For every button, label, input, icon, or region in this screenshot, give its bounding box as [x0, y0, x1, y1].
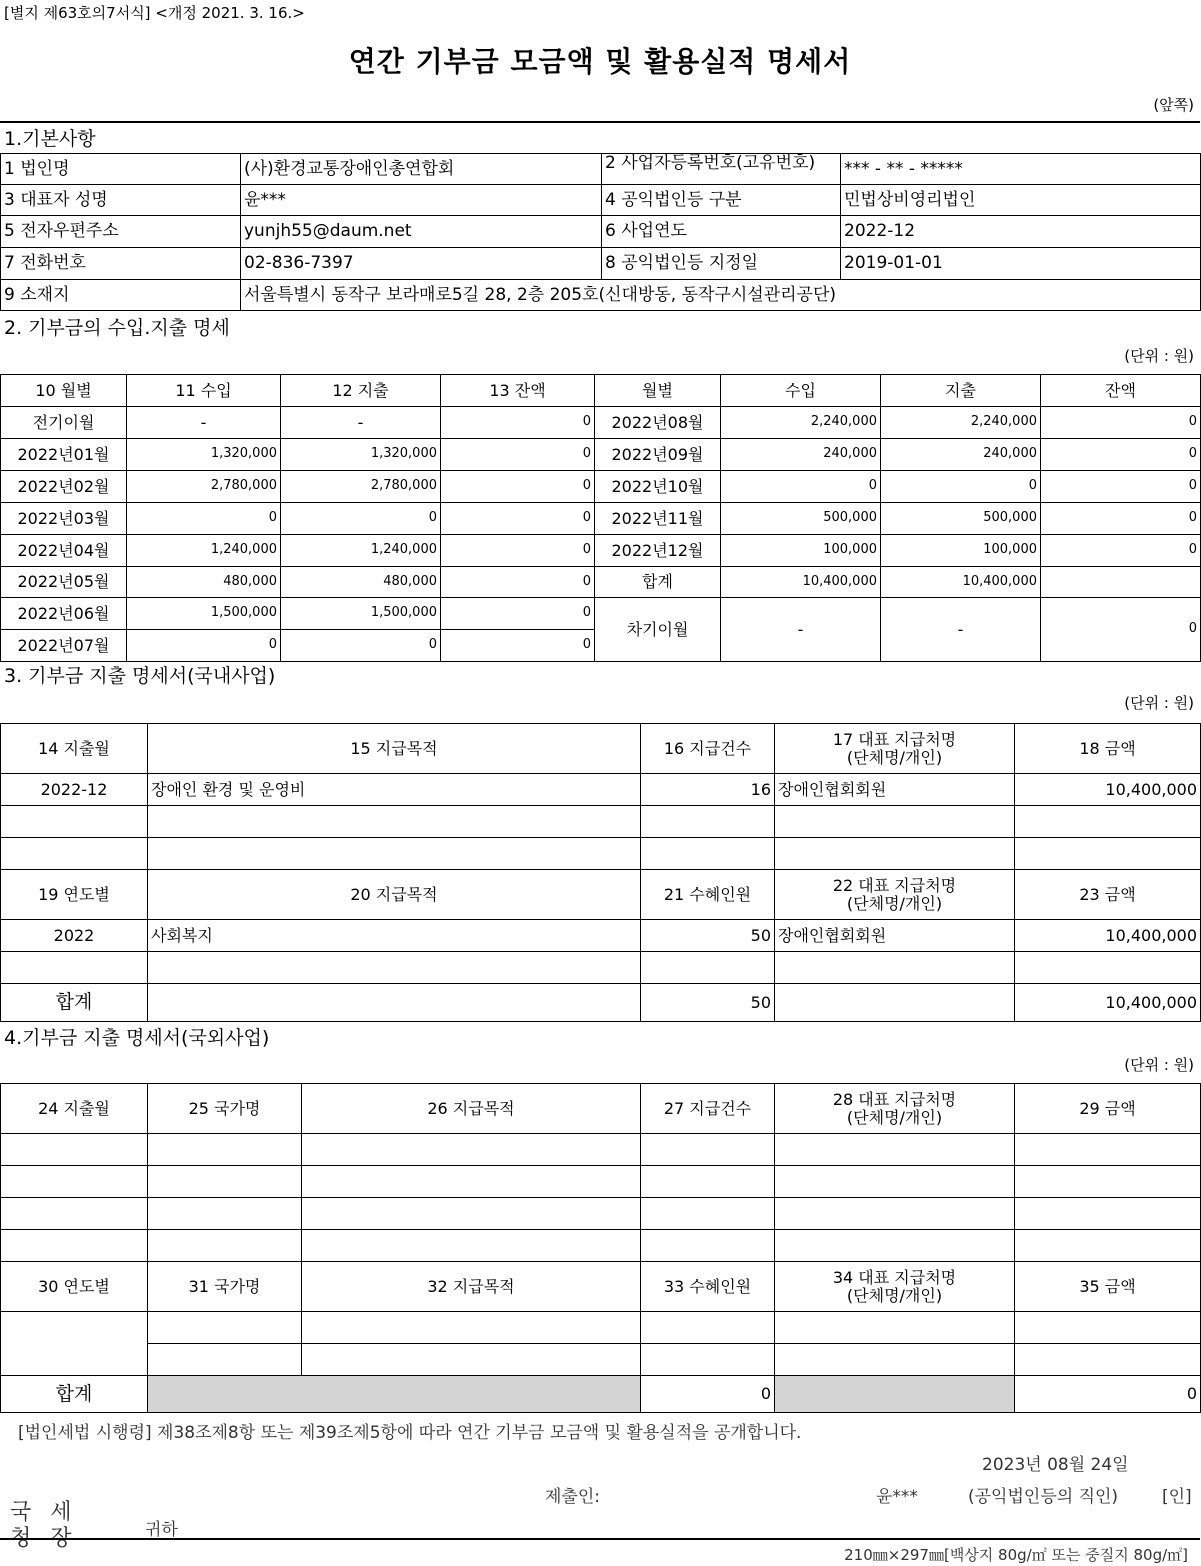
- overseas-header-row: [1, 1084, 1201, 1134]
- total-recipient: [775, 984, 1015, 1022]
- col-header: 32 지급목적: [302, 1262, 641, 1312]
- total-purpose: [148, 984, 641, 1022]
- recipient-cell: 장애인협회회원: [775, 774, 1015, 806]
- total-label: 합계: [1, 984, 148, 1022]
- col-header: 35 금액: [1015, 1262, 1201, 1312]
- domestic-total-row: [1, 984, 1201, 1022]
- unit-label: (단위 : 원): [1124, 694, 1194, 712]
- month-cell: 2022년10월: [595, 471, 721, 503]
- unit-label: (단위 : 원): [1124, 1056, 1194, 1074]
- amount-cell: 10,400,000: [1015, 774, 1201, 806]
- document-title: 연간 기부금 모금액 및 활용실적 명세서: [348, 45, 852, 78]
- representative-value: 윤***: [241, 185, 602, 216]
- basic-row: [1, 280, 1201, 311]
- income-cell: 0: [127, 503, 281, 535]
- col-header: 20 지급목적: [148, 870, 641, 920]
- month-cell: 2022년01월: [1, 439, 127, 471]
- income-cell: 240,000: [721, 439, 881, 471]
- balance-cell: 0: [1041, 471, 1201, 503]
- label-business-number: 2 사업자등록번호(고유번호): [602, 154, 841, 185]
- income-cell: 500,000: [721, 503, 881, 535]
- recipient-name: 국 세 청 장: [10, 1500, 78, 1552]
- total-count: 0: [641, 1376, 775, 1413]
- table-row: [1, 407, 1201, 439]
- label-email: 5 전자우편주소: [1, 216, 241, 248]
- expense-cell: 0: [281, 630, 441, 662]
- overseas-total-row: [1, 1376, 1201, 1413]
- month-cell: 2022년09월: [595, 439, 721, 471]
- table-row: [1, 1230, 1201, 1262]
- paper-spec: 210㎜×297㎜[백상지 80g/㎡ 또는 중질지 80g/㎡]: [844, 1546, 1188, 1564]
- basic-info-table: [0, 153, 1201, 311]
- phone-value: 02-836-7397: [241, 248, 602, 280]
- section-divider: [0, 121, 1200, 123]
- basic-row: [1, 154, 1201, 185]
- month-cell: 2022년12월: [595, 535, 721, 567]
- amount-cell: 10,400,000: [1015, 920, 1201, 952]
- recipient-suffix: 귀하: [145, 1520, 178, 1540]
- table-row: [1, 952, 1201, 984]
- expense-cell: 2,780,000: [281, 471, 441, 503]
- month-cell: 2022년07월: [1, 630, 127, 662]
- expense-cell: 1,500,000: [281, 598, 441, 630]
- domestic-header-row: [1, 870, 1201, 920]
- table-row: [1, 838, 1201, 870]
- shaded-cell: [775, 1376, 1015, 1413]
- purpose-cell: 사회복지: [148, 920, 641, 952]
- seal-mark: [인]: [1162, 1487, 1192, 1507]
- col-header: 28 대표 지급처명 (단체명/개인): [775, 1084, 1015, 1134]
- email-value: yunjh55@daum.net: [241, 216, 602, 248]
- month-cell: 2022년08월: [595, 407, 721, 439]
- col-header: 잔액: [1041, 375, 1201, 407]
- total-amount: 0: [1015, 1376, 1201, 1413]
- col-header: 12 지출: [281, 375, 441, 407]
- form-reference: [별지 제63호의7서식] <개정 2021. 3. 16.>: [4, 4, 305, 22]
- income-cell: 100,000: [721, 535, 881, 567]
- col-header: 29 금액: [1015, 1084, 1201, 1134]
- submitter-name: 윤***: [876, 1487, 918, 1507]
- col-header: 26 지급목적: [302, 1084, 641, 1134]
- col-header: 27 지급건수: [641, 1084, 775, 1134]
- overseas-header-row: [1, 1262, 1201, 1312]
- income-cell: 0: [127, 630, 281, 662]
- label-fiscal-year: 6 사업연도: [602, 216, 841, 248]
- balance-cell: 0: [1041, 439, 1201, 471]
- unit-label: (단위 : 원): [1124, 347, 1194, 365]
- income-expense-table: [0, 374, 1201, 662]
- carry-expense: -: [881, 598, 1041, 662]
- col-header: 15 지급목적: [148, 724, 641, 774]
- section-1-heading: 1.기본사항: [4, 128, 96, 150]
- table-row: [1, 439, 1201, 471]
- purpose-cell: 장애인 환경 및 운영비: [148, 774, 641, 806]
- expense-cell: 2,240,000: [881, 407, 1041, 439]
- balance-cell: 0: [1041, 503, 1201, 535]
- col-header: 14 지출월: [1, 724, 148, 774]
- col-header: 16 지급건수: [641, 724, 775, 774]
- expense-cell: 500,000: [881, 503, 1041, 535]
- table-row: [1, 503, 1201, 535]
- expense-cell: 1,240,000: [281, 535, 441, 567]
- balance-cell: 0: [441, 630, 595, 662]
- label-corp-category: 4 공익법인등 구분: [602, 185, 841, 216]
- year-cell: 2022: [1, 920, 148, 952]
- corp-category-value: 민법상비영리법인: [841, 185, 1201, 216]
- month-cell: 2022년02월: [1, 471, 127, 503]
- income-cell: 480,000: [127, 567, 281, 598]
- table-row: [1, 1198, 1201, 1230]
- expense-cell: 0: [881, 471, 1041, 503]
- label-corp-name: 1 법인명: [1, 154, 241, 185]
- col-header: 19 연도별: [1, 870, 148, 920]
- expense-cell: 1,320,000: [281, 439, 441, 471]
- income-cell: 1,240,000: [127, 535, 281, 567]
- col-header: 10 월별: [1, 375, 127, 407]
- carry-income: -: [721, 598, 881, 662]
- expense-cell: -: [281, 407, 441, 439]
- location-value: 서울특별시 동작구 보라매로5길 28, 2층 205호(신대방동, 동작구시설관리공단): [241, 280, 1201, 311]
- carry-forward-label: 차기이월: [595, 598, 721, 662]
- page-side-label: (앞쪽): [1153, 96, 1194, 114]
- label-location: 9 소재지: [1, 280, 241, 311]
- table-row: [1, 774, 1201, 806]
- income-cell: -: [127, 407, 281, 439]
- balance-cell: 0: [441, 535, 595, 567]
- total-label: 합계: [595, 567, 721, 598]
- balance-cell: 0: [441, 503, 595, 535]
- col-header: 13 잔액: [441, 375, 595, 407]
- table-row: [1, 1134, 1201, 1166]
- col-header: 22 대표 지급처명 (단체명/개인): [775, 870, 1015, 920]
- recipient-cell: 장애인협회회원: [775, 920, 1015, 952]
- expense-cell: 100,000: [881, 535, 1041, 567]
- balance-cell: 0: [441, 567, 595, 598]
- submission-date: 2023년 08월 24일: [982, 1455, 1129, 1475]
- table-row: [1, 1312, 1201, 1344]
- designation-date-value: 2019-01-01: [841, 248, 1201, 280]
- label-phone: 7 전화번호: [1, 248, 241, 280]
- table-row: [1, 1166, 1201, 1198]
- carry-balance: 0: [1041, 598, 1201, 662]
- col-header: 11 수입: [127, 375, 281, 407]
- domestic-header-row: [1, 724, 1201, 774]
- table-row: [1, 920, 1201, 952]
- expense-total: 10,400,000: [881, 567, 1041, 598]
- balance-cell: 0: [441, 407, 595, 439]
- month-cell: 2022년06월: [1, 598, 127, 630]
- col-header: 25 국가명: [148, 1084, 302, 1134]
- expense-cell: 240,000: [881, 439, 1041, 471]
- business-number-value: *** - ** - *****: [841, 154, 1201, 185]
- month-cell: 2022년03월: [1, 503, 127, 535]
- beneficiaries-cell: 50: [641, 920, 775, 952]
- legal-statement: [법인세법 시행령] 제38조제8항 또는 제39조제5항에 따라 연간 기부금 모금액 및 활용실적을 공개합니다.: [18, 1423, 802, 1443]
- income-cell: 2,240,000: [721, 407, 881, 439]
- shaded-cell: [148, 1376, 641, 1413]
- col-header: 지출: [881, 375, 1041, 407]
- month-cell: 2022-12: [1, 774, 148, 806]
- table-row: [1, 535, 1201, 567]
- balance-total: [1041, 567, 1201, 598]
- month-cell: 2022년04월: [1, 535, 127, 567]
- basic-row: [1, 185, 1201, 216]
- expense-cell: 480,000: [281, 567, 441, 598]
- month-cell: 2022년05월: [1, 567, 127, 598]
- basic-row: [1, 248, 1201, 280]
- col-header: 17 대표 지급처명 (단체명/개인): [775, 724, 1015, 774]
- expense-cell: 0: [281, 503, 441, 535]
- corp-name-value: (사)환경교통장애인총연합회: [241, 154, 602, 185]
- col-header: 월별: [595, 375, 721, 407]
- overseas-expense-table: [0, 1083, 1201, 1413]
- footer-divider: [0, 1538, 1200, 1540]
- col-header: 34 대표 지급처명 (단체명/개인): [775, 1262, 1015, 1312]
- col-header: 18 금액: [1015, 724, 1201, 774]
- balance-cell: 0: [1041, 535, 1201, 567]
- income-total: 10,400,000: [721, 567, 881, 598]
- basic-row: [1, 216, 1201, 248]
- label-designation-date: 8 공익법인등 지정일: [602, 248, 841, 280]
- balance-cell: 0: [441, 439, 595, 471]
- col-header: 23 금액: [1015, 870, 1201, 920]
- total-beneficiaries: 50: [641, 984, 775, 1022]
- balance-cell: 0: [441, 598, 595, 630]
- count-cell: 16: [641, 774, 775, 806]
- fiscal-year-value: 2022-12: [841, 216, 1201, 248]
- total-label: 합계: [1, 1376, 148, 1413]
- submitter-role: (공익법인등의 직인): [968, 1487, 1119, 1507]
- balance-cell: 0: [1041, 407, 1201, 439]
- domestic-expense-table: [0, 723, 1201, 1022]
- income-cell: 2,780,000: [127, 471, 281, 503]
- income-cell: 1,320,000: [127, 439, 281, 471]
- income-header-row: [1, 375, 1201, 407]
- col-header: 31 국가명: [148, 1262, 302, 1312]
- submitter-label: 제출인:: [545, 1487, 600, 1507]
- total-amount: 10,400,000: [1015, 984, 1201, 1022]
- month-cell: 2022년11월: [595, 503, 721, 535]
- month-cell: 전기이월: [1, 407, 127, 439]
- col-header: 24 지출월: [1, 1084, 148, 1134]
- balance-cell: 0: [441, 471, 595, 503]
- table-row: [1, 567, 1201, 598]
- income-cell: 0: [721, 471, 881, 503]
- col-header: 21 수혜인원: [641, 870, 775, 920]
- col-header: 30 연도별: [1, 1262, 148, 1312]
- label-representative: 3 대표자 성명: [1, 185, 241, 216]
- income-cell: 1,500,000: [127, 598, 281, 630]
- table-row: [1, 806, 1201, 838]
- col-header: 수입: [721, 375, 881, 407]
- table-row: [1, 471, 1201, 503]
- col-header: 33 수혜인원: [641, 1262, 775, 1312]
- table-row: [1, 1344, 1201, 1376]
- table-row: [1, 598, 1201, 630]
